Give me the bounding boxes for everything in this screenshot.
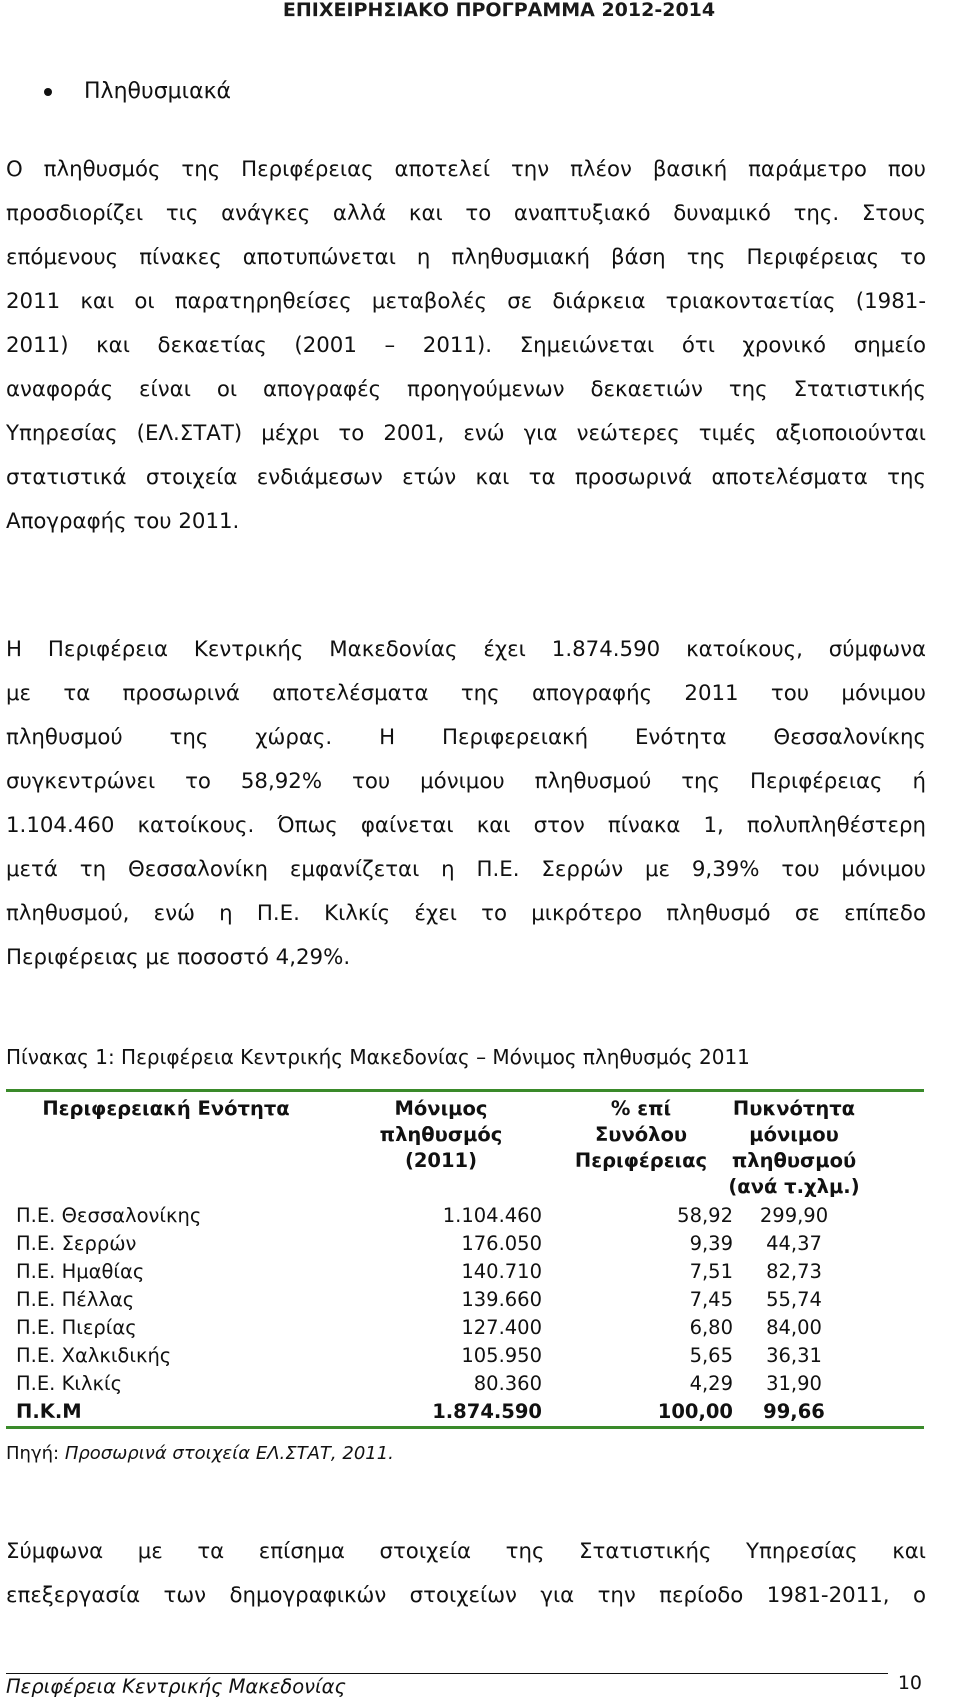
- cell-density: 55,74: [766, 1288, 822, 1311]
- text-line: 2011) και δεκαετίας (2001 – 2011). Σημειώνεται ότι χρονικό σημείο: [6, 333, 926, 358]
- text-line: μετά τη Θεσσαλονίκη εμφανίζεται η Π.Ε. Σερρών με 9,39% του μόνιμου: [6, 857, 926, 882]
- cell-unit: Π.Ε. Ημαθίας: [16, 1260, 145, 1283]
- table-source: [6, 1442, 394, 1466]
- table-header-unit: [16, 1096, 316, 1122]
- cell-unit: Π.Ε. Σερρών: [16, 1232, 137, 1255]
- cell-population: 140.710: [461, 1260, 542, 1283]
- cell-population: 80.360: [473, 1372, 542, 1395]
- text-line: στατιστικά στοιχεία ενδιάμεσων ετών και τα προσωρινά αποτελέσματα της: [6, 465, 926, 490]
- table-row: [6, 1202, 924, 1230]
- cell-density: 31,90: [766, 1372, 822, 1395]
- cell-percent: 7,45: [689, 1288, 733, 1311]
- cell-density: 99,66: [763, 1400, 825, 1423]
- text-line: επεξεργασία των δημογραφικών στοιχείων για την περίοδο 1981-2011, ο: [6, 1583, 926, 1608]
- cell-unit: Π.Ε. Πιερίας: [16, 1316, 137, 1339]
- text-line: Απογραφής του 2011.: [6, 509, 240, 534]
- table-top-rule: [6, 1089, 924, 1092]
- cell-unit: Π.Ε. Χαλκιδικής: [16, 1344, 172, 1367]
- text-line: Η Περιφέρεια Κεντρικής Μακεδονίας έχει 1.874.590 κατοίκους, σύμφωνα: [6, 637, 926, 662]
- cell-density: 299,90: [759, 1204, 829, 1227]
- table-header-density: [721, 1096, 867, 1200]
- text-line: Ο πληθυσμός της Περιφέρειας αποτελεί την πλέον βασική παράμετρο που: [6, 157, 926, 182]
- table-total-row: [6, 1398, 924, 1426]
- text-line: πληθυσμού της χώρας. Η Περιφερειακή Ενότητα Θεσσαλονίκης: [6, 725, 926, 750]
- source-text: Προσωρινά στοιχεία ΕΛ.ΣΤΑΤ, 2011.: [64, 1443, 394, 1464]
- table-row: [6, 1286, 924, 1314]
- header-text: (2011): [404, 1149, 478, 1172]
- cell-unit: Π.Κ.Μ: [16, 1400, 82, 1423]
- cell-density: 44,37: [766, 1232, 822, 1255]
- paragraph-statistics: [6, 1530, 926, 1618]
- cell-density: 36,31: [766, 1344, 822, 1367]
- table-row: [6, 1370, 924, 1398]
- table-bottom-rule: [6, 1426, 924, 1429]
- cell-population: 139.660: [461, 1288, 542, 1311]
- header-text: Συνόλου: [594, 1123, 688, 1146]
- text-line: αναφοράς είναι οι απογραφές προηγούμενων δεκαετιών της Στατιστικής: [6, 377, 926, 402]
- cell-unit: Π.Ε. Πέλλας: [16, 1288, 135, 1311]
- cell-percent: 6,80: [689, 1316, 733, 1339]
- bullet-dot-icon: [44, 88, 52, 96]
- cell-population: 1.874.590: [432, 1400, 542, 1423]
- header-text: πληθυσμός: [379, 1123, 503, 1146]
- cell-percent: 58,92: [677, 1204, 733, 1227]
- cell-percent: 4,29: [689, 1372, 733, 1395]
- paragraph-population: [6, 628, 926, 980]
- cell-population: 1.104.460: [442, 1204, 542, 1227]
- source-label: Πηγή:: [6, 1443, 60, 1464]
- text-line: Υπηρεσίας (ΕΛ.ΣΤΑΤ) μέχρι το 2001, ενώ για νεώτερες τιμές αξιοποιούνται: [6, 421, 926, 446]
- page-number: 10: [897, 1672, 922, 1694]
- text-line: Σύμφωνα με τα επίσημα στοιχεία της Στατιστικής Υπηρεσίας και: [6, 1539, 926, 1564]
- cell-percent: 5,65: [689, 1344, 733, 1367]
- header-text: (ανά τ.χλμ.): [728, 1175, 860, 1198]
- paragraph-intro: [6, 148, 926, 544]
- header-text: Περιφέρειας: [574, 1149, 708, 1172]
- cell-unit: Π.Ε. Κιλκίς: [16, 1372, 123, 1395]
- table-row: [6, 1258, 924, 1286]
- table-row: [6, 1314, 924, 1342]
- text-line: 1.104.460 κατοίκους. Όπως φαίνεται και στον πίνακα 1, πολυπληθέστερη: [6, 813, 926, 838]
- cell-percent: 9,39: [689, 1232, 733, 1255]
- cell-percent: 100,00: [657, 1400, 733, 1423]
- table-row: [6, 1230, 924, 1258]
- text-line: με τα προσωρινά αποτελέσματα της απογραφής 2011 του μόνιμου: [6, 681, 926, 706]
- section-bullet: [44, 78, 231, 106]
- cell-percent: 7,51: [689, 1260, 733, 1283]
- table-header-population: [336, 1096, 546, 1174]
- header-text: Πυκνότητα: [732, 1097, 856, 1120]
- text-line: επόμενους πίνακες αποτυπώνεται η πληθυσμιακή βάση της Περιφέρειας το: [6, 245, 926, 270]
- header-text: Μόνιμος: [394, 1097, 488, 1120]
- text-line: 2011 και οι παρατηρηθείσες μεταβολές σε διάρκεια τριακονταετίας (1981-: [6, 289, 926, 314]
- cell-density: 82,73: [766, 1260, 822, 1283]
- table-caption: Πίνακας 1: Περιφέρεια Κεντρικής Μακεδονίας – Μόνιμος πληθυσμός 2011: [6, 1045, 750, 1069]
- header-text: % επί: [610, 1097, 672, 1120]
- cell-unit: Π.Ε. Θεσσαλονίκης: [16, 1204, 202, 1227]
- text-line: Περιφέρειας με ποσοστό 4,29%.: [6, 945, 351, 970]
- footer-region-name: Περιφέρεια Κεντρικής Μακεδονίας: [6, 1675, 346, 1698]
- text-line: πληθυσμού, ενώ η Π.Ε. Κιλκίς έχει το μικρότερο πληθυσμό σε επίπεδο: [6, 901, 926, 926]
- cell-population: 127.400: [461, 1316, 542, 1339]
- cell-population: 105.950: [461, 1344, 542, 1367]
- text-line: προσδιορίζει τις ανάγκες αλλά και το αναπτυξιακό δυναμικό της. Στους: [6, 201, 926, 226]
- table-header-percent: [546, 1096, 736, 1174]
- section-title: Πληθυσμιακά: [84, 79, 232, 104]
- text-line: συγκεντρώνει το 58,92% του μόνιμου πληθυσμού της Περιφέρειας ή: [6, 769, 926, 794]
- cell-population: 176.050: [461, 1232, 542, 1255]
- header-text: Περιφερειακή Ενότητα: [42, 1097, 290, 1120]
- header-text: μόνιμου: [749, 1123, 839, 1146]
- table-row: [6, 1342, 924, 1370]
- header-text: πληθυσμού: [731, 1149, 857, 1172]
- page-header: ΕΠΙΧΕΙΡΗΣΙΑΚΟ ΠΡΟΓΡΑΜΜΑ 2012-2014: [282, 0, 716, 21]
- cell-density: 84,00: [766, 1316, 822, 1339]
